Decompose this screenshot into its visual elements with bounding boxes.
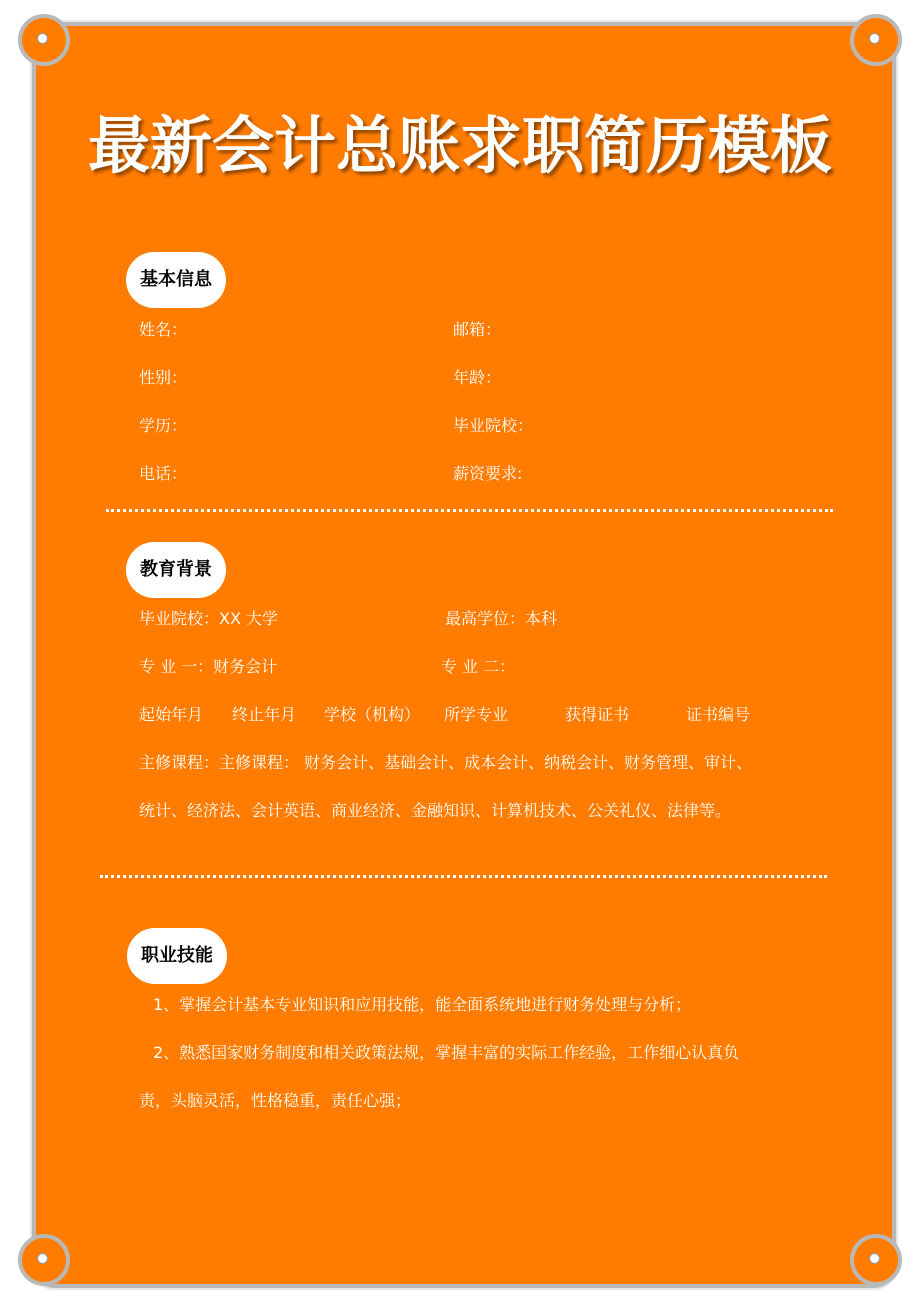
edu-courses-line-1: 主修课程：主修课程： 财务会计、基础会计、成本会计、纳税会计、财务管理、审计、	[139, 753, 753, 772]
section-divider	[106, 509, 833, 512]
field-name: 姓名：	[139, 320, 188, 339]
field-gender: 性别：	[139, 368, 188, 387]
edu-column-certificate: 获得证书	[565, 705, 630, 724]
edu-column-start: 起始年月	[139, 705, 204, 724]
field-salary: 薪资要求:	[453, 464, 523, 483]
skill-item-2-line-1: 2、熟悉国家财务制度和相关政策法规，掌握丰富的实际工作经验，工作细心认真负	[153, 1043, 740, 1062]
edu-column-major: 所学专业	[444, 705, 509, 724]
corner-knob-icon	[850, 1234, 902, 1286]
edu-school: 毕业院校：XX 大学	[139, 609, 279, 628]
edu-degree: 最高学位：本科	[445, 609, 558, 628]
section-heading-skills: 职业技能	[127, 928, 227, 984]
corner-knob-icon	[850, 14, 902, 66]
skill-item-1: 1、掌握会计基本专业知识和应用技能，能全面系统地进行财务处理与分析；	[153, 995, 692, 1014]
edu-column-institution: 学校（机构）	[324, 705, 421, 724]
corner-knob-icon	[18, 14, 70, 66]
corner-knob-icon	[18, 1234, 70, 1286]
section-heading-education: 教育背景	[126, 542, 226, 598]
edu-courses-line-2: 统计、经济法、会计英语、商业经济、金融知识、计算机技术、公关礼仪、法律等。	[139, 801, 732, 820]
field-phone: 电话：	[139, 464, 188, 483]
section-divider	[100, 875, 827, 878]
field-school: 毕业院校：	[453, 416, 534, 435]
edu-major-2: 专 业 二：	[441, 657, 516, 676]
section-heading-basic: 基本信息	[126, 252, 226, 308]
skill-item-2-line-2: 责，头脑灵活，性格稳重，责任心强；	[139, 1091, 412, 1110]
field-email: 邮箱：	[453, 320, 502, 339]
field-education: 学历：	[139, 416, 188, 435]
edu-column-cert-number: 证书编号	[686, 705, 751, 724]
page-title: 最新会计总账求职简历模板	[87, 109, 832, 182]
edu-major-1: 专 业 一：财务会计	[139, 657, 278, 676]
field-age: 年龄：	[453, 368, 502, 387]
edu-column-end: 终止年月	[232, 705, 297, 724]
